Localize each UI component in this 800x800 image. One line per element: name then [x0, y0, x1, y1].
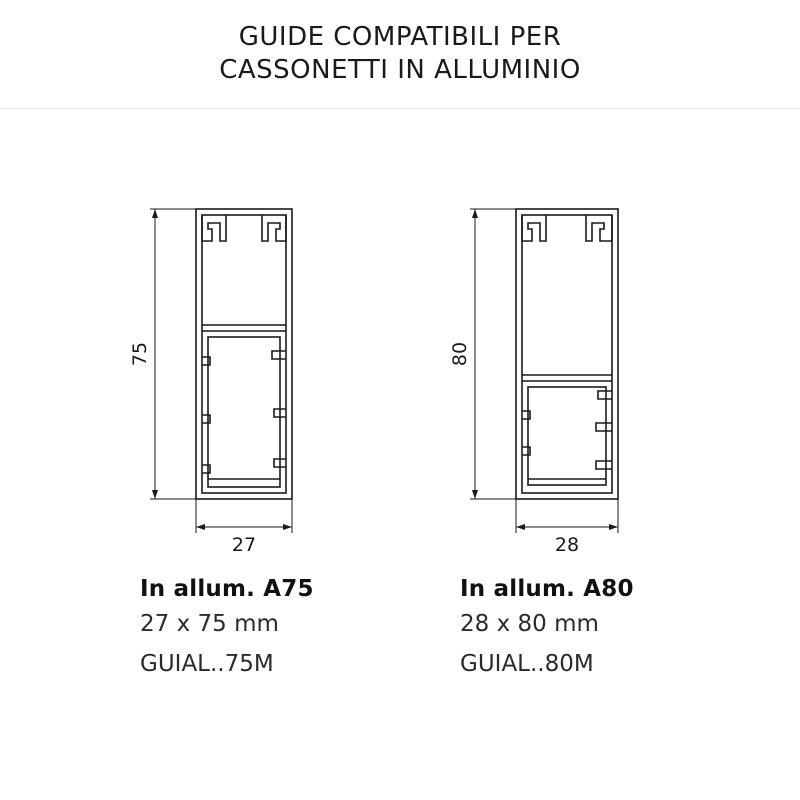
product-dimensions-a75: 27 x 75 mm — [140, 611, 279, 637]
page-header — [0, 0, 800, 108]
product-caption-a75 — [140, 574, 314, 684]
page-title-line-2: CASSONETTI IN ALLUMINIO — [219, 55, 581, 85]
profile-drawing-a80 — [400, 179, 800, 639]
product-caption-a80 — [460, 574, 634, 684]
technical-drawing-board — [0, 109, 800, 800]
page-title-line-1: GUIDE COMPATIBILI PER — [238, 22, 562, 52]
dimension-height-label-a75: 75 — [129, 341, 151, 367]
product-code-a75: GUIAL..75M — [140, 651, 274, 677]
dimension-height-a80 — [470, 209, 516, 499]
dimension-height-a75 — [150, 209, 196, 499]
dimension-width-label-a80: 28 — [554, 534, 580, 556]
product-dimensions-a80: 28 x 80 mm — [460, 611, 599, 637]
product-title-a80: In allum. A80 — [460, 576, 634, 602]
profile-drawing-a75 — [0, 179, 400, 639]
dimension-width-a80 — [516, 499, 618, 533]
product-code-a80: GUIAL..80M — [460, 651, 594, 677]
dimension-width-label-a75: 27 — [231, 534, 257, 556]
dimension-height-label-a80: 80 — [449, 341, 471, 367]
product-title-a75: In allum. A75 — [140, 576, 314, 602]
dimension-width-a75 — [196, 499, 292, 533]
